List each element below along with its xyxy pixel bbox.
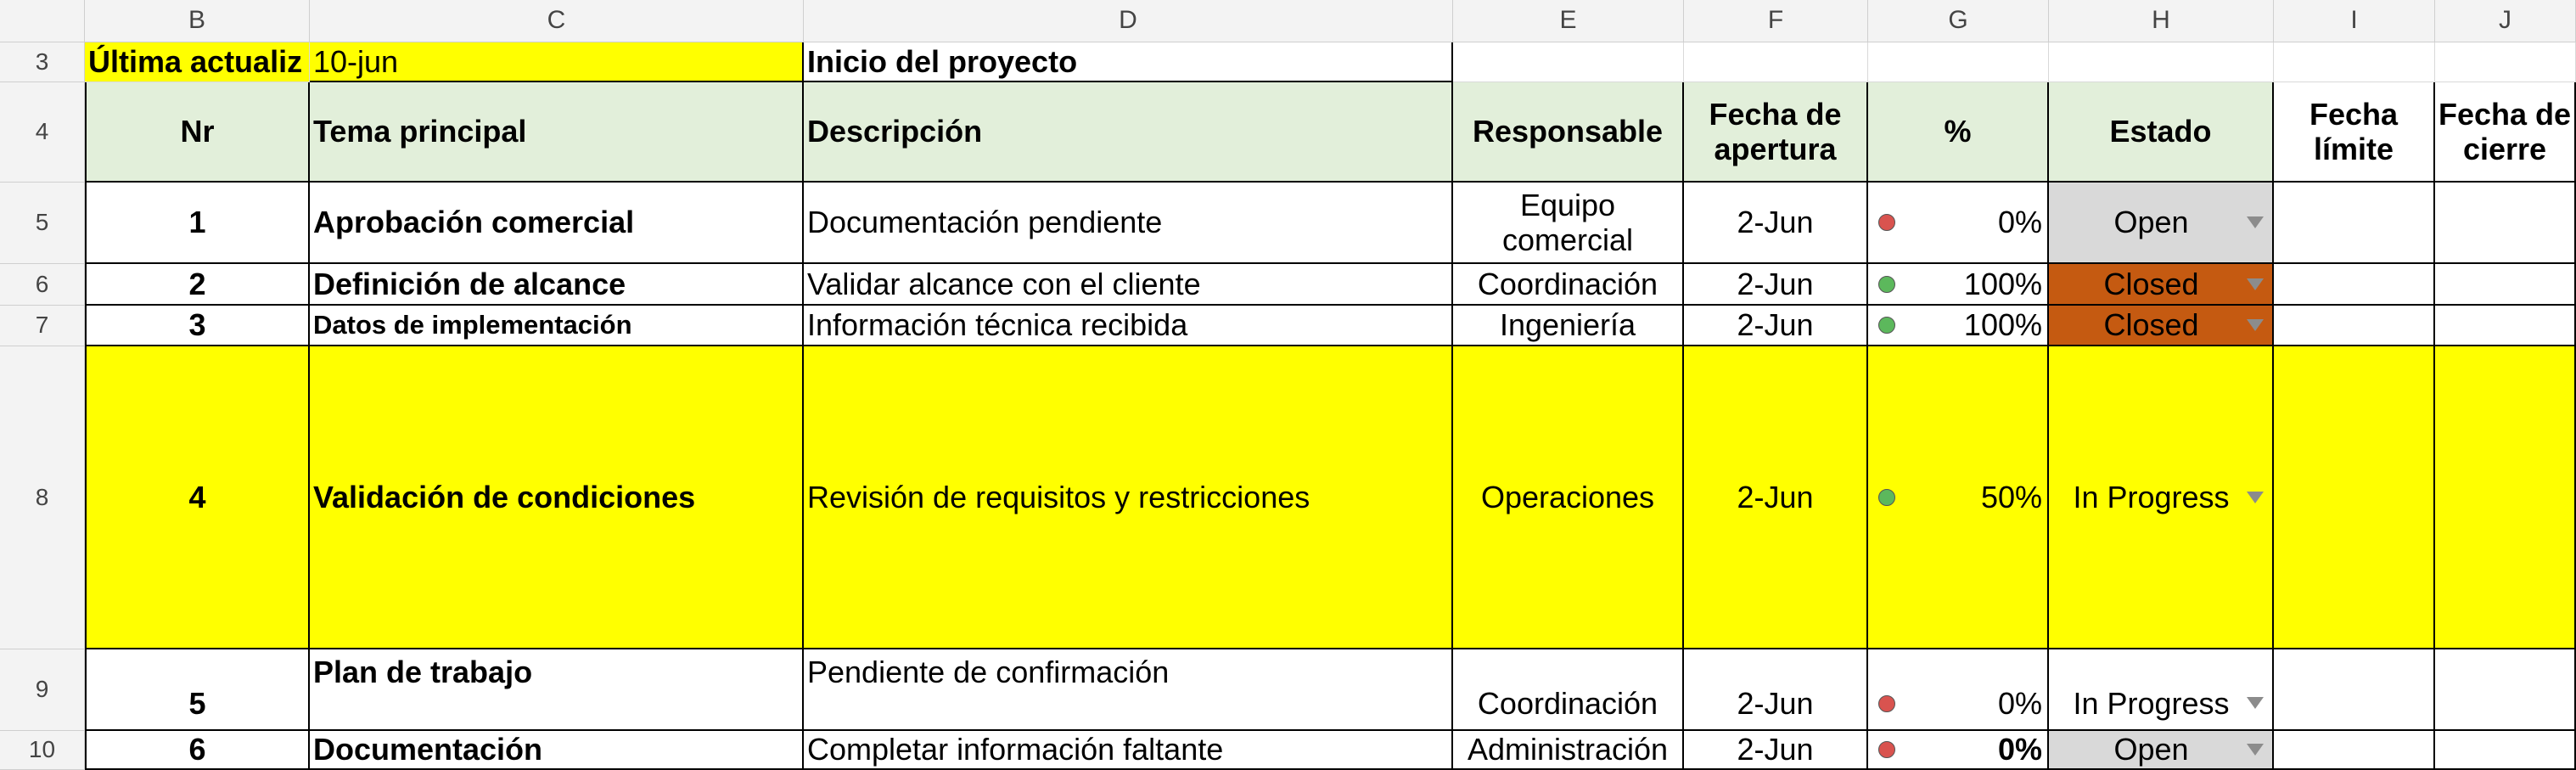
header-responsible[interactable]: Responsable xyxy=(1453,82,1684,183)
row-4-topic[interactable]: Validación de condiciones xyxy=(310,346,804,649)
status-indicator-red-icon xyxy=(1878,741,1895,758)
dropdown-arrow-icon[interactable] xyxy=(2247,278,2264,290)
row-1-deadline[interactable] xyxy=(2274,183,2435,264)
row-3-percent[interactable] xyxy=(1868,306,2049,346)
row-4-percent-value: 50% xyxy=(1980,479,2042,514)
row-2-close-date[interactable] xyxy=(2435,264,2576,306)
dropdown-arrow-icon[interactable] xyxy=(2247,216,2264,228)
cell-g3[interactable] xyxy=(1868,42,2049,82)
row-6-description[interactable]: Completar información faltante xyxy=(804,731,1453,770)
row-2-deadline[interactable] xyxy=(2274,264,2435,306)
select-all-corner[interactable] xyxy=(0,0,85,42)
row-header-3[interactable]: 3 xyxy=(0,42,85,82)
row-3-responsible[interactable]: Ingeniería xyxy=(1453,306,1684,346)
row-5-topic[interactable]: Plan de trabajo xyxy=(310,649,804,731)
row-6-percent-value: 0% xyxy=(1997,732,2042,767)
header-percent[interactable]: % xyxy=(1868,82,2049,183)
row-header-7[interactable]: 7 xyxy=(0,306,85,346)
row-2-description[interactable]: Validar alcance con el cliente xyxy=(804,264,1453,306)
cell-j3[interactable] xyxy=(2435,42,2576,82)
row-3-topic[interactable]: Datos de implementación xyxy=(310,306,804,346)
row-2-status-value: Closed xyxy=(2103,266,2199,301)
row-header-4[interactable]: 4 xyxy=(0,82,85,183)
row-5-nr[interactable]: 5 xyxy=(85,649,310,731)
row-2-topic[interactable]: Definición de alcance xyxy=(310,264,804,306)
row-3-close-date[interactable] xyxy=(2435,306,2576,346)
last-update-label[interactable]: Última actualiz xyxy=(85,42,310,82)
status-indicator-green-icon xyxy=(1878,276,1895,293)
row-4-description[interactable]: Revisión de requisitos y restricciones xyxy=(804,346,1453,649)
dropdown-arrow-icon[interactable] xyxy=(2247,744,2264,756)
row-5-description[interactable]: Pendiente de confirmación xyxy=(804,649,1453,731)
dropdown-arrow-icon[interactable] xyxy=(2247,319,2264,331)
row-4-responsible[interactable]: Operaciones xyxy=(1453,346,1684,649)
row-6-close-date[interactable] xyxy=(2435,731,2576,770)
row-2-percent[interactable] xyxy=(1868,264,2049,306)
row-3-deadline[interactable] xyxy=(2274,306,2435,346)
column-header-d[interactable]: D xyxy=(804,0,1453,42)
row-1-close-date[interactable] xyxy=(2435,183,2576,264)
row-3-nr[interactable]: 3 xyxy=(85,306,310,346)
row-6-open-date[interactable]: 2-Jun xyxy=(1684,731,1868,770)
column-header-c[interactable]: C xyxy=(310,0,804,42)
row-5-close-date[interactable] xyxy=(2435,649,2576,731)
row-5-percent-value: 0% xyxy=(1997,685,2042,721)
row-1-description[interactable]: Documentación pendiente xyxy=(804,183,1453,264)
header-description[interactable]: Descripción xyxy=(804,82,1453,183)
header-status[interactable]: Estado xyxy=(2049,82,2274,183)
header-nr[interactable]: Nr xyxy=(85,82,310,183)
cell-e3[interactable] xyxy=(1453,42,1684,82)
dropdown-arrow-icon[interactable] xyxy=(2247,492,2264,503)
row-6-percent[interactable] xyxy=(1868,731,2049,770)
row-header-8[interactable]: 8 xyxy=(0,346,85,649)
row-4-close-date[interactable] xyxy=(2435,346,2576,649)
row-6-status-dropdown[interactable] xyxy=(2049,731,2274,770)
column-header-b[interactable]: B xyxy=(85,0,310,42)
row-2-nr[interactable]: 2 xyxy=(85,264,310,306)
column-header-e[interactable]: E xyxy=(1453,0,1684,42)
row-header-10[interactable]: 10 xyxy=(0,731,85,770)
row-6-deadline[interactable] xyxy=(2274,731,2435,770)
row-2-responsible[interactable]: Coordinación xyxy=(1453,264,1684,306)
row-4-nr[interactable]: 4 xyxy=(85,346,310,649)
column-header-i[interactable]: I xyxy=(2274,0,2435,42)
row-4-percent[interactable] xyxy=(1868,346,2049,649)
status-indicator-green-icon xyxy=(1878,317,1895,334)
row-3-percent-value: 100% xyxy=(1963,307,2042,343)
column-header-j[interactable]: J xyxy=(2435,0,2576,42)
row-2-percent-value: 100% xyxy=(1963,266,2042,301)
row-6-status-value: Open xyxy=(2113,732,2189,767)
row-5-status-dropdown[interactable] xyxy=(2049,649,2274,731)
dropdown-arrow-icon[interactable] xyxy=(2247,697,2264,709)
cell-h3[interactable] xyxy=(2049,42,2274,82)
row-5-deadline[interactable] xyxy=(2274,649,2435,731)
row-3-description[interactable]: Información técnica recibida xyxy=(804,306,1453,346)
row-2-status-dropdown[interactable] xyxy=(2049,264,2274,306)
row-2-open-date[interactable]: 2-Jun xyxy=(1684,264,1868,306)
column-header-g[interactable]: G xyxy=(1868,0,2049,42)
row-1-percent[interactable] xyxy=(1868,183,2049,264)
row-3-open-date[interactable]: 2-Jun xyxy=(1684,306,1868,346)
header-deadline[interactable]: Fecha límite xyxy=(2274,82,2435,183)
row-header-5[interactable]: 5 xyxy=(0,183,85,264)
header-main-topic[interactable]: Tema principal xyxy=(310,82,804,183)
row-6-nr[interactable]: 6 xyxy=(85,731,310,770)
row-header-9[interactable]: 9 xyxy=(0,649,85,731)
row-1-status-value: Open xyxy=(2113,205,2189,240)
row-4-open-date[interactable]: 2-Jun xyxy=(1684,346,1868,649)
row-3-status-dropdown[interactable] xyxy=(2049,306,2274,346)
row-1-percent-value: 0% xyxy=(1997,205,2042,240)
row-5-percent[interactable] xyxy=(1868,649,2049,731)
row-1-status-dropdown[interactable] xyxy=(2049,183,2274,264)
row-4-status-value: In Progress xyxy=(2073,479,2230,514)
column-header-f[interactable]: F xyxy=(1684,0,1868,42)
row-header-6[interactable]: 6 xyxy=(0,264,85,306)
cell-i3[interactable] xyxy=(2274,42,2435,82)
last-update-value[interactable]: 10-jun xyxy=(310,42,804,82)
column-header-h[interactable]: H xyxy=(2049,0,2274,42)
row-5-responsible[interactable]: Coordinación xyxy=(1453,649,1684,731)
row-5-open-date[interactable]: 2-Jun xyxy=(1684,649,1868,731)
status-indicator-green-icon xyxy=(1878,489,1895,506)
header-close-date[interactable]: Fecha de cierre xyxy=(2435,82,2576,183)
row-6-topic[interactable]: Documentación xyxy=(310,731,804,770)
status-indicator-red-icon xyxy=(1878,214,1895,231)
row-1-open-date[interactable]: 2-Jun xyxy=(1684,183,1868,264)
status-indicator-red-icon xyxy=(1878,695,1895,712)
row-3-status-value: Closed xyxy=(2103,307,2199,343)
project-start-label[interactable]: Inicio del proyecto xyxy=(804,42,1453,82)
row-1-topic[interactable]: Aprobación comercial xyxy=(310,183,804,264)
cell-f3[interactable] xyxy=(1684,42,1868,82)
row-4-status-dropdown[interactable] xyxy=(2049,346,2274,649)
row-4-deadline[interactable] xyxy=(2274,346,2435,649)
header-open-date[interactable]: Fecha de apertura xyxy=(1684,82,1868,183)
row-6-responsible[interactable]: Administración xyxy=(1453,731,1684,770)
row-1-responsible[interactable]: Equipo comercial xyxy=(1453,183,1684,264)
row-5-status-value: In Progress xyxy=(2073,685,2230,721)
row-1-nr[interactable]: 1 xyxy=(85,183,310,264)
